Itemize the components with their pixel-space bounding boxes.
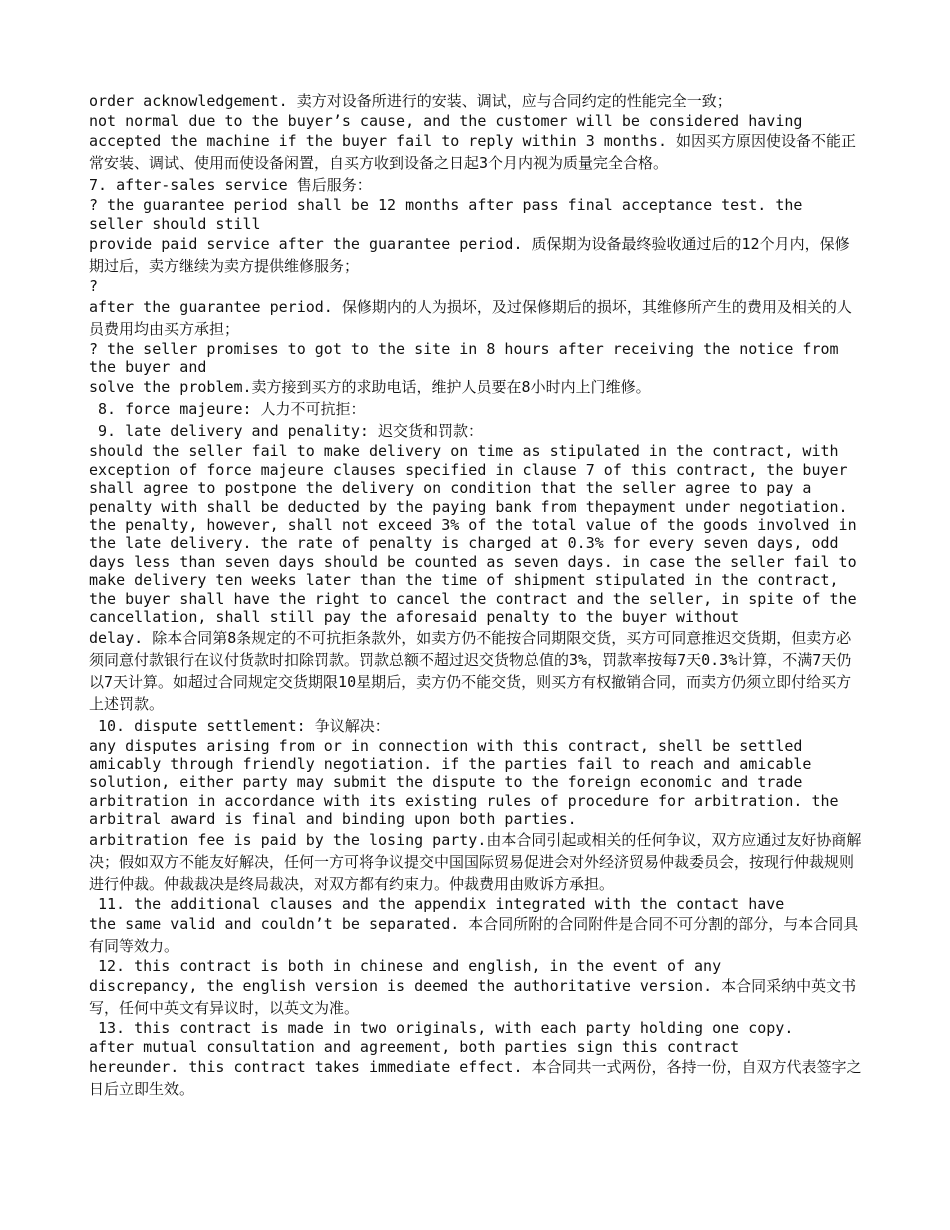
heading-late-delivery: 9. late delivery and penality: 迟交货和罚款： (98, 422, 483, 441)
document-page (89, 90, 864, 1100)
paragraph-after-guarantee: after the guarantee period. 保修期内的人为损坏，及过保修期后的损坏，其维修所产生的费用及相关的人员费用均由买方承担； (89, 297, 852, 338)
paragraph-order-acknowledgement: order acknowledgement. 卖方对设备所进行的安装、调试，应与合同约定的性能完全一致； (89, 92, 732, 110)
paragraph-question-mark: ? (89, 277, 99, 296)
paragraph-arbitration-fee: arbitration fee is paid by the losing party.由本合同引起或相关的任何争议，双方应通过友好协商解决；假如双方不能友好解决，任何一方可将争议提交中国国际贸易促进会对外经济贸易仲裁委员会，按现行仲裁规则进行仲裁。仲裁裁决是终局裁决，对双方都有约束力。仲裁费用由败诉方承担。 (89, 830, 862, 893)
heading-additional-clauses: 11. the additional clauses and the appendix integrated with the contact have (98, 894, 785, 913)
paragraph-guarantee-period: ? the guarantee period shall be 12 months after pass final acceptance test. the seller should still (89, 196, 803, 233)
paragraph-seller-promises: ? the seller promises to got to the site in 8 hours after receiving the notice from the buyer and (89, 339, 839, 377)
heading-after-sales-service: 7. after-sales service 售后服务： (89, 176, 372, 195)
paragraph-accepted-machine: accepted the machine if the buyer fail to reply within 3 months. 如因买方原因使设备不能正常安装、调试、使用而使设备闲置，自买方收到设备之日起3个月内视为质量完全合格。 (89, 132, 857, 173)
paragraph-same-valid: the same valid and couldn’t be separated. 本合同所附的合同附件是合同不可分割的部分，与本合同具有同等效力。 (89, 914, 859, 955)
paragraph-discrepancy: discrepancy, the english version is deemed the authoritative version. 本合同采纳中英文书写，任何中英文有异议时，以英文为准。 (89, 977, 857, 1018)
paragraph-immediate-effect: hereunder. this contract takes immediate effect. 本合同共一式两份，各持一份，自双方代表签字之日后立即生效。 (89, 1058, 862, 1099)
heading-dispute-settlement: 10. dispute settlement: 争议解决： (98, 716, 390, 735)
paragraph-paid-service: provide paid service after the guarantee period. 质保期为设备最终验收通过后的12个月内，保修期过后，卖方继续为卖方提供维修服务； (89, 235, 850, 276)
heading-two-originals: 13. this contract is made in two originals, with each party holding one copy. (98, 1019, 794, 1038)
paragraph-delay-chinese: delay. 除本合同第8条规定的不可抗拒条款外，如卖方仍不能按合同期限交货，买方可同意推迟交货期，但卖方必须同意付款银行在议付货款时扣除罚款。罚款总额不超过迟交货物总值的3%，罚款率按每7天0.3%计算，不满7天仍以7天计算。如超过合同规定交货期限10星期后，卖方仍不能交货，则买方有权撤销合同，而卖方仍须立即付给买方上述罚款。 (89, 628, 852, 713)
paragraph-disputes: any disputes arising from or in connection with this contract, shell be settled amicably through friendly negotiation. if the parties fail to reach and amicable solution, either party may submit the dispute to the foreign economic and trade arbitration in accordance with its existing rules of procedure for arbitration. the arbitral award is final and binding upon both parties. (89, 736, 839, 829)
paragraph-mutual-consultation: after mutual consultation and agreement, both parties sign this contract (89, 1037, 740, 1056)
paragraph-solve-problem: solve the problem.卖方接到买方的求助电话，维护人员要在8小时内上门维修。 (89, 378, 651, 397)
heading-contract-languages: 12. this contract is both in chinese and english, in the event of any (98, 956, 722, 975)
heading-force-majeure: 8. force majeure: 人力不可抗拒： (98, 400, 366, 419)
paragraph-late-delivery-terms: should the seller fail to make delivery on time as stipulated in the contract, with exception of force majeure clauses specified in clause 7 of this contract, the buyer shall agree to postpone the delivery on condition that the seller agree to pay a penalty with shall be deducted by the paying bank from thepayment under negotiation. the penalty, however, shall not exceed 3% of the total value of the goods involved in the late delivery. the rate of penalty is charged at 0.3% for every seven days, odd days less than seven days should be counted as seven days. in case the seller fail to make delivery ten weeks later than the time of shipment stipulated in the contract, the buyer shall have the right to cancel the contract and the seller, in spite of the cancellation, shall still pay the aforesaid penalty to the buyer without (89, 442, 857, 627)
paragraph-not-normal: not normal due to the buyer’s cause, and the customer will be considered having (89, 112, 803, 130)
